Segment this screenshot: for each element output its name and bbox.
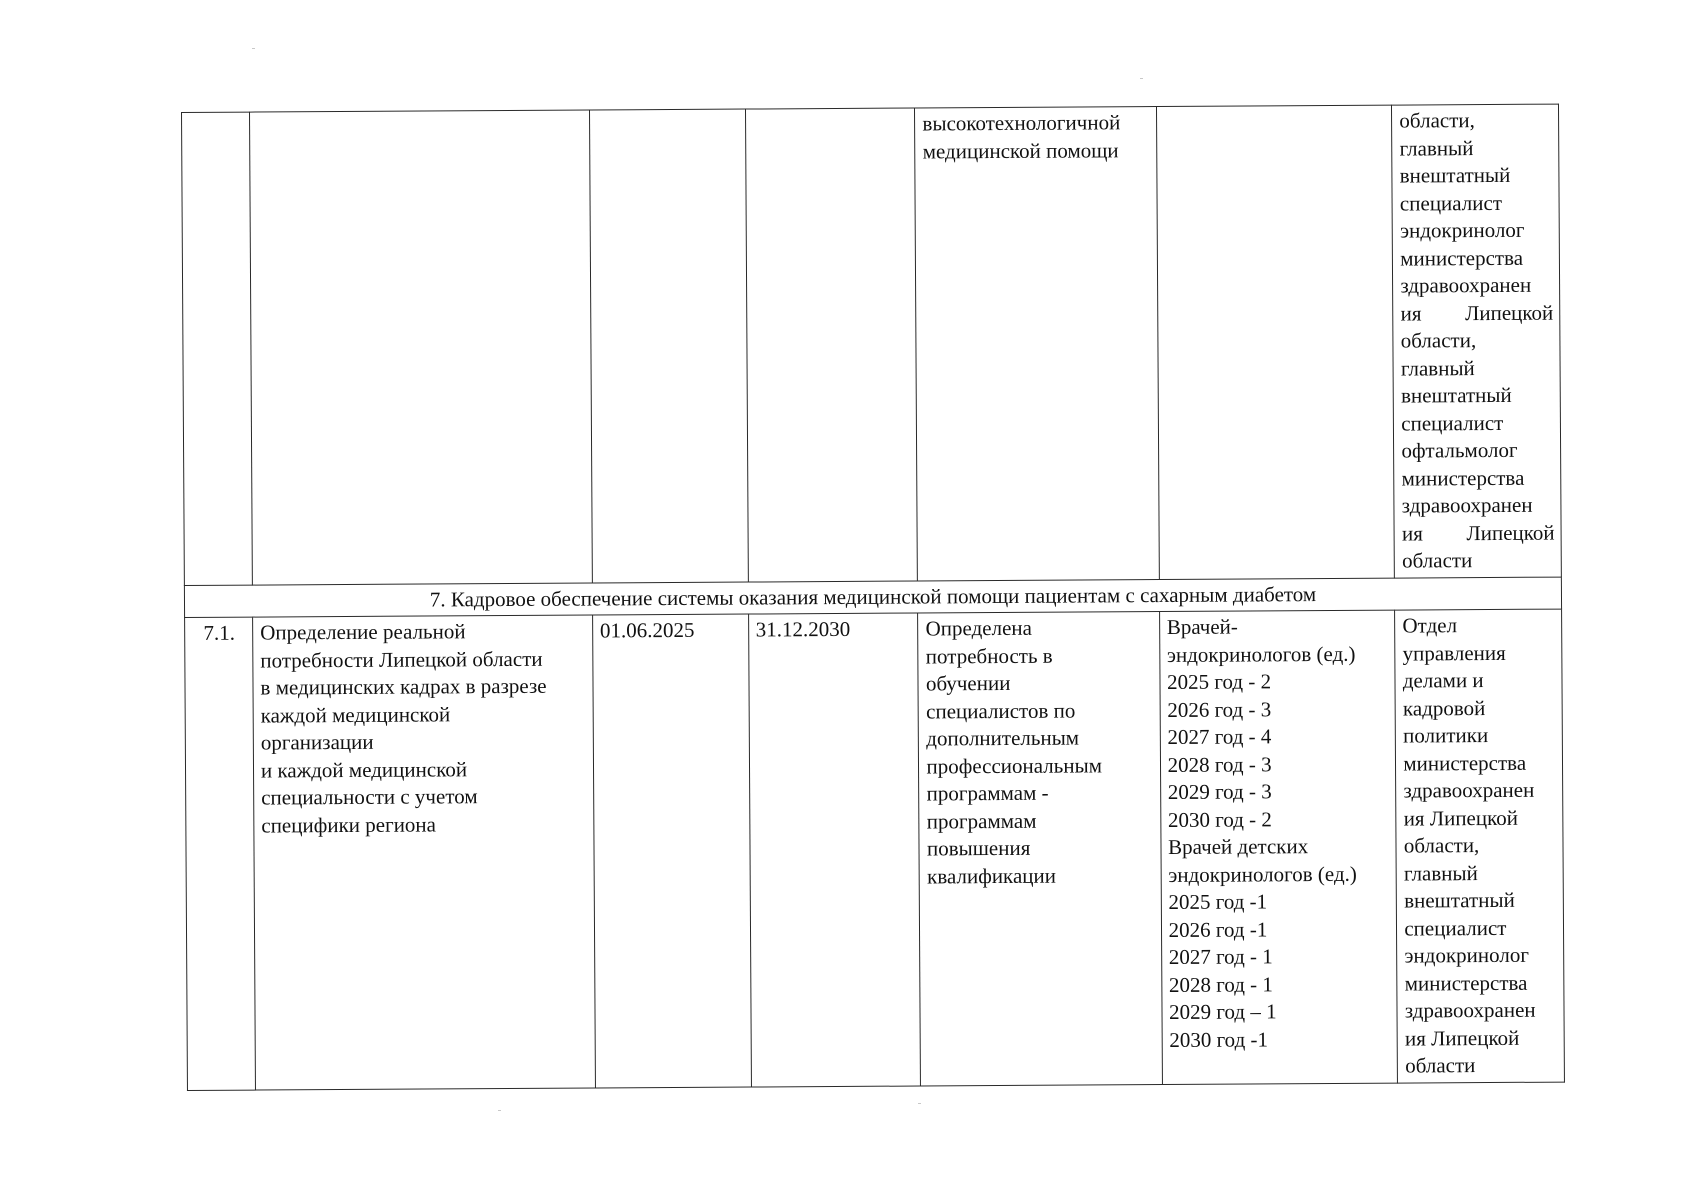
result-cell: [918, 612, 1162, 1086]
responsible-line: специалист: [1404, 915, 1507, 941]
result-line: профессиональным: [926, 752, 1103, 778]
result-line: квалификации: [927, 863, 1057, 888]
activity-line: организации: [260, 729, 374, 755]
responsible-line: эндокринолог: [1404, 942, 1529, 968]
activity-line: специфики региона: [261, 811, 437, 838]
indicator-line: 2029 год - 3: [1167, 779, 1272, 804]
indicator-line: 2026 год - 3: [1167, 696, 1272, 722]
result-line: программам -: [926, 780, 1049, 806]
responsible-line: области: [1402, 548, 1473, 573]
responsible-line: делами и: [1402, 668, 1484, 693]
responsible-cell: [1392, 104, 1562, 578]
result-line: медицинской помощи: [922, 137, 1119, 163]
responsible-line: области,: [1400, 328, 1477, 353]
scan-speck: [918, 1103, 921, 1104]
responsible-line: специалист: [1401, 410, 1504, 436]
responsible-line: ия Липецкой: [1403, 805, 1519, 831]
scan-speck: [498, 1110, 501, 1111]
responsible-line: области: [1405, 1053, 1476, 1078]
activity-line: потребности Липецкой области: [260, 646, 543, 673]
result-line: дополнительным: [926, 725, 1080, 751]
result-cell: [915, 107, 1159, 581]
indicator-line: эндокринологов (ед.): [1168, 861, 1357, 887]
end-date-cell: 31.12.2030: [748, 613, 921, 1087]
result-line: повышения: [926, 835, 1031, 861]
word: Липецкой: [1466, 520, 1555, 545]
indicator-cell: [1156, 105, 1395, 579]
continuation-row: [182, 104, 1562, 585]
activity-cell: [249, 110, 592, 585]
indicator-line: эндокринологов (ед.): [1166, 641, 1356, 667]
responsible-line: управления: [1402, 640, 1506, 666]
responsible-line: министерства: [1401, 465, 1525, 491]
responsible-line: офтальмолог: [1401, 437, 1518, 463]
responsible-line: главный: [1399, 135, 1474, 161]
responsible-line: внештатный: [1399, 162, 1511, 188]
indicator-line: 2025 год -1: [1168, 889, 1268, 914]
row-number-cell: [182, 112, 253, 585]
indicator-line: 2027 год - 1: [1168, 944, 1273, 969]
responsible-line: Отдел: [1402, 613, 1458, 638]
word: ия: [1401, 520, 1423, 546]
result-line: программам: [926, 808, 1037, 833]
responsible-line: здравоохранен: [1403, 777, 1535, 803]
activity-line: и каждой медицинской: [260, 756, 468, 783]
word: Липецкой: [1465, 300, 1554, 325]
indicator-cell: [1159, 610, 1398, 1084]
responsible-line: специалист: [1399, 190, 1503, 216]
activity-line: в медицинских кадрах в разрезе: [260, 673, 547, 700]
scan-speck: [252, 48, 255, 49]
responsible-line: главный: [1400, 355, 1475, 381]
indicator-line: 2028 год - 1: [1168, 971, 1273, 997]
result-line: потребность в: [925, 643, 1053, 668]
responsible-line: кадровой: [1402, 695, 1486, 721]
result-line: высокотехнологичной: [922, 110, 1121, 136]
indicator-line: 2027 год - 4: [1167, 724, 1272, 749]
responsible-cell: [1395, 609, 1565, 1083]
responsible-line: ия Липецкой: [1404, 1025, 1520, 1051]
responsible-line: здравоохранен: [1400, 272, 1532, 298]
indicator-line: 2030 год -1: [1169, 1026, 1269, 1052]
activity-line: Определение реальной: [260, 619, 466, 645]
indicator-line: 2028 год - 3: [1167, 751, 1272, 777]
activity-line: специальности с учетом: [261, 784, 478, 810]
indicator-line: Врачей-: [1166, 614, 1238, 639]
document-table: [181, 104, 1565, 1091]
activity-cell: [253, 615, 596, 1090]
indicator-line: 2029 год – 1: [1169, 999, 1277, 1024]
indicator-line: 2030 год - 2: [1167, 806, 1272, 832]
word: ия: [1400, 300, 1422, 326]
start-date-cell: [589, 109, 748, 582]
responsible-line: внештатный: [1404, 887, 1515, 913]
responsible-line: министерства: [1404, 970, 1528, 996]
end-date-cell: [745, 108, 918, 582]
responsible-line: области,: [1403, 833, 1480, 858]
responsible-line: министерства: [1400, 245, 1524, 271]
responsible-line: главный: [1403, 860, 1478, 886]
responsible-line: политики: [1403, 723, 1489, 748]
start-date-cell: 01.06.2025: [592, 614, 751, 1087]
responsible-line: внештатный: [1400, 382, 1512, 408]
section-title: 7. Кадровое обеспечение системы оказания медицинской помощи пациентам с сахарным диабетом: [184, 577, 1561, 618]
responsible-line: [1402, 519, 1555, 547]
result-line: специалистов по: [926, 698, 1076, 723]
indicator-line: 2025 год - 2: [1167, 669, 1272, 694]
responsible-line: эндокринолог: [1399, 217, 1525, 243]
responsible-line: министерства: [1403, 750, 1527, 776]
result-line: Определена: [925, 615, 1032, 641]
table-row: [185, 609, 1565, 1090]
scan-speck: [1140, 78, 1143, 79]
indicator-line: Врачей детских: [1168, 834, 1309, 859]
row-number-cell: 7.1.: [185, 617, 256, 1090]
responsible-line: здравоохранен: [1404, 997, 1536, 1023]
activity-line: каждой медицинской: [260, 701, 451, 728]
responsible-line: здравоохранен: [1401, 492, 1533, 518]
responsible-line: [1400, 299, 1553, 327]
result-line: обучении: [925, 670, 1011, 696]
responsible-line: области,: [1399, 108, 1475, 133]
indicator-line: 2026 год -1: [1168, 916, 1268, 942]
